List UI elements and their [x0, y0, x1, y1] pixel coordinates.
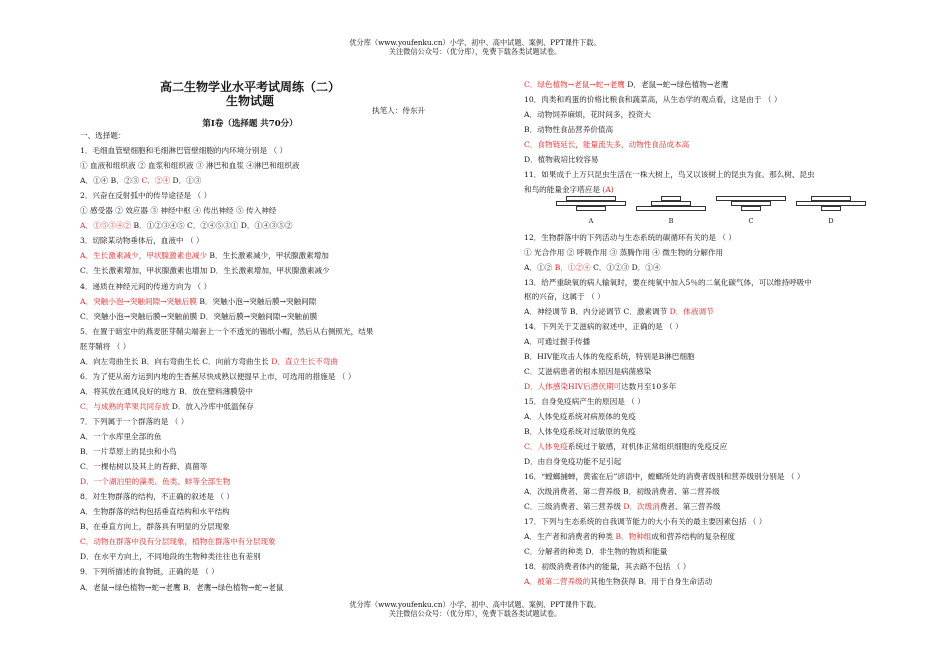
question-line: C．生长激素增加，甲状腺激素也增加 D．生长激素增加，甲状腺激素减少	[80, 266, 330, 276]
question-line: 胚芽鞘将 （ ）	[80, 341, 131, 351]
question-line: D．在水平方向上，不同地段的生物种类往往也有差别	[80, 552, 261, 562]
page-footer	[0, 600, 950, 618]
question-line: 和鸟的能量金字塔应是 (A)	[524, 184, 614, 194]
question-line: 12．生物群落中的下列活动与生态系统的碳循环有关的是 （ ）	[524, 232, 736, 242]
question-line: A．生产者和消费者的种类 B．物种组成和营养结构的复杂程度	[524, 531, 735, 541]
question-line: 10．肉类和鸡蛋的价格比粮食和蔬菜高，从生态学的观点看，这是由于 （ ）	[524, 94, 782, 104]
question-line: 8．对生物群落的结构，不正确的叙述是 （ ）	[80, 492, 234, 502]
pyramid-level	[821, 206, 841, 211]
question-line: 一、选择题：	[80, 131, 126, 140]
answer-highlight: C．动物在群落中没有分层现象，植物在群落中有分层现象	[80, 537, 276, 547]
question-line: C．三级消费者、第三营养级 D．次级消费者、第三营养级	[524, 501, 721, 511]
question-line: 5．在置于暗室中的燕麦胚芽鞘尖端套上一个不透光的锡纸小帽，然后从右侧照光，结果	[80, 326, 374, 336]
author-line: 执笔人：侍东升	[372, 106, 426, 115]
section-title: 第Ⅰ卷（选择题 共70分）	[202, 119, 298, 129]
answer-highlight: A．生长激素减少，甲状腺激素也减少	[80, 251, 207, 261]
answer-highlight: D．直立生长不弯曲	[271, 356, 339, 366]
question-line: A．被第二营养级的其他生物获得 B．用于自身生命活动	[524, 576, 713, 586]
footer-line-2: 关注微信公众号：（优分库），免费下载各类试题试卷。	[388, 609, 562, 618]
page-header	[0, 38, 950, 56]
footer-line-1: 优分库（www.youfenku.cn）小学、初中、高中试题、案例、PPT课件下载。	[349, 600, 601, 609]
pyramid-label: D	[828, 217, 834, 225]
question-line: 15．自身免疫病产生的原因是 （ ）	[524, 397, 645, 407]
exam-title: 高二生物学业水平考试周练（二）	[159, 80, 340, 94]
question-line: 4．递质在神经元间的传递方向为 （ ）	[80, 281, 212, 291]
pyramid-label: C	[748, 217, 754, 225]
pyramid-level	[636, 206, 706, 211]
answer-highlight: A．突触小泡→突触间隙→突触后膜	[80, 296, 197, 306]
pyramid-level	[576, 206, 606, 211]
question-line	[80, 477, 230, 487]
question-line: A．人体免疫系统对病原体的免疫	[524, 412, 636, 422]
question-line: 7．下列属于一个群落的是 （ ）	[80, 416, 189, 426]
question-line: B．一片草原上的昆虫和小鸟	[80, 447, 177, 457]
answer-highlight: D．体液调节	[669, 307, 714, 317]
question-line: A．一个水库里全部的鱼	[80, 432, 162, 441]
answer-highlight: C．绿色植物→老鼠→蛇→老鹰	[524, 80, 625, 89]
question-line: 11．如果成千上万只昆虫生活在一株大树上，鸟又以该树上的昆虫为食。那么树、昆虫	[524, 169, 815, 179]
question-line: C．人体免疫系统过于敏感，对机体正常组织细胞的免疫反应	[524, 441, 728, 451]
answer-highlight: C．②④	[141, 176, 171, 186]
question-line: A．突触小泡→突触间隙→突触后膜 B．突触小泡→突触后膜→突触间隙	[80, 296, 317, 306]
answer-highlight: D．人体感染HIV后潜伏期可	[524, 382, 622, 392]
question-line: B．动物性食品营养价值高	[524, 124, 614, 134]
question-line: D．由自身免疫功能不足引起	[524, 456, 622, 466]
header-line-2: 关注微信公众号：（优分库），免费下载各类试题试卷。	[388, 47, 562, 56]
pyramid-label: B	[668, 217, 674, 225]
question-line: D．植物栽培比较容易	[524, 154, 599, 164]
question-line: A．动物饲养麻烦，花时间多，投资大	[524, 109, 651, 119]
question-line: D．人体感染HIV后潜伏期可达数月至10多年	[524, 382, 677, 392]
question-line: 6．为了使从南方运到内地的生香蕉尽快成熟以便提早上市，可选用的措施是 （ ）	[80, 371, 356, 381]
question-line: B．人体免疫系统对过敏原的免疫	[524, 427, 636, 436]
question-line: A．可通过握手传播	[524, 337, 591, 347]
question-line: 18．初级消费者体内的能量，其去路不包括 （ ）	[524, 561, 691, 571]
answer-highlight: B．①②④	[554, 262, 591, 272]
question-line: A．①② B．①②④ C．①②③ D．①④	[524, 262, 661, 272]
header-line-1: 优分库（www.youfenku.cn）小学、初中、高中试题、案例、PPT课件下载。	[349, 38, 601, 47]
question-line: ① 光合作用 ② 呼吸作用 ③ 蒸腾作用 ④ 微生物的分解作用	[524, 247, 724, 257]
question-line: C．一棵枯树以及其上的苔藓、真菌等	[80, 462, 208, 472]
question-line: ① 感受器 ② 效应器 ③ 神经中枢 ④ 传出神经 ⑤ 传入神经	[80, 206, 277, 216]
question-line: A．向左弯曲生长 B．向右弯曲生长 C．向前方弯曲生长 D．直立生长不弯曲	[80, 356, 339, 366]
question-line: 9．下列所描述的食物链，正确的是 （ ）	[80, 567, 219, 577]
answer-highlight: D．一个湖泊里的藻类、鱼类、蚌等全部生物	[80, 477, 231, 487]
pyramid-label: A	[588, 217, 594, 225]
answer-highlight: C．食物链延长，能量流失多，动物性食品成本高	[524, 139, 690, 149]
question-line: 17．下列与生态系统的自我调节能力的大小有关的最主要因素包括 （ ）	[524, 516, 767, 526]
question-line: A．生长激素减少，甲状腺激素也减少 B．生长激素减少，甲状腺激素增加	[80, 251, 329, 261]
question-line: C．与成熟的苹果共同存放 D．放入冷库中低温保存	[80, 401, 254, 411]
pyramid-option	[556, 196, 626, 230]
question-line: 13．给严重缺氧的病人输氧时，要在纯氧中加入5％的二氧化碳气体，可以维持呼吸中	[524, 277, 812, 287]
question-line: B．HIV能攻击人体的免疫系统，特别是B淋巴细胞	[524, 352, 695, 362]
question-line: A．①④ B．②③ C．②④ D．①③	[80, 176, 202, 186]
question-line: A．将其放在通风良好的地方 B．放在塑料薄膜袋中	[80, 386, 253, 396]
pyramid-option	[636, 196, 706, 230]
answer-highlight: A．①⑤③④②	[80, 221, 132, 231]
answer-highlight: D．次级消	[623, 501, 660, 511]
question-line	[524, 140, 689, 150]
pyramid-level	[741, 206, 761, 211]
question-line: A．生物群落的结构包括垂直结构和水平结构	[80, 507, 230, 517]
question-line: 14．下列关于艾滋病的叙述中，正确的是 （ ）	[524, 322, 683, 332]
question-line: A．①⑤③④② B．①②③④⑤ C．②④⑤③① D．①④③⑤②	[80, 221, 293, 231]
answer-highlight: C．与成熟的苹果共同存放	[80, 401, 170, 411]
question-line: C．分解者的种类 D．非生物的物质和能量	[524, 546, 668, 556]
question-line: C．艾滋病患者的根本原因是病菌感染	[524, 367, 652, 377]
pyramid-option	[796, 196, 866, 230]
exam-subtitle: 生物试题	[225, 94, 274, 108]
answer-highlight: (A)	[602, 184, 614, 194]
question-line: 16．“螳螂捕蝉，黄雀在后”谚语中，螳螂所处的消费者级别和营养级别分别是 （ ）	[524, 471, 805, 481]
question-line: 3．切除某动物垂体后，血液中 （ ）	[80, 236, 204, 246]
question-line: ① 血液和组织液 ② 血浆和组织液 ③ 淋巴和血浆 ④淋巴和组织液	[80, 161, 300, 171]
question-line: C．突触小泡→突触后膜→突触前膜 D．突触后膜→突触间隙→突触前膜	[80, 311, 318, 321]
answer-highlight: A．被第二营养级的	[524, 576, 591, 586]
question-line: 1．毛细血管壁细胞和毛细淋巴管壁细胞的内环境分别是 （ ）	[80, 146, 288, 156]
question-line: A．神经调节 B．内分泌调节 C．激素调节 D．体液调节	[524, 307, 714, 317]
answer-highlight: C．人体免疫	[524, 441, 568, 451]
question-line: 2．兴奋在反射弧中的传导途径是 （ ）	[80, 191, 212, 201]
answer-highlight: B．物种组	[615, 531, 652, 541]
question-line: A．次级消费者、第二营养级 B．初级消费者、第二营养级	[524, 486, 720, 496]
pyramid-option	[716, 196, 786, 230]
question-line: A．老鼠→绿色植物→蛇→老鹰 B．老鹰→绿色植物→蛇→老鼠	[80, 582, 284, 592]
question-line: C．绿色植物→老鼠→蛇→老鹰 D．老鼠→蛇→绿色植物→老鹰	[524, 80, 729, 89]
question-line	[80, 537, 276, 547]
question-line: B、在垂直方向上，群落具有明显的分层现象	[80, 522, 230, 532]
question-line: 枢的兴奋，这属于 （ ）	[524, 292, 605, 302]
